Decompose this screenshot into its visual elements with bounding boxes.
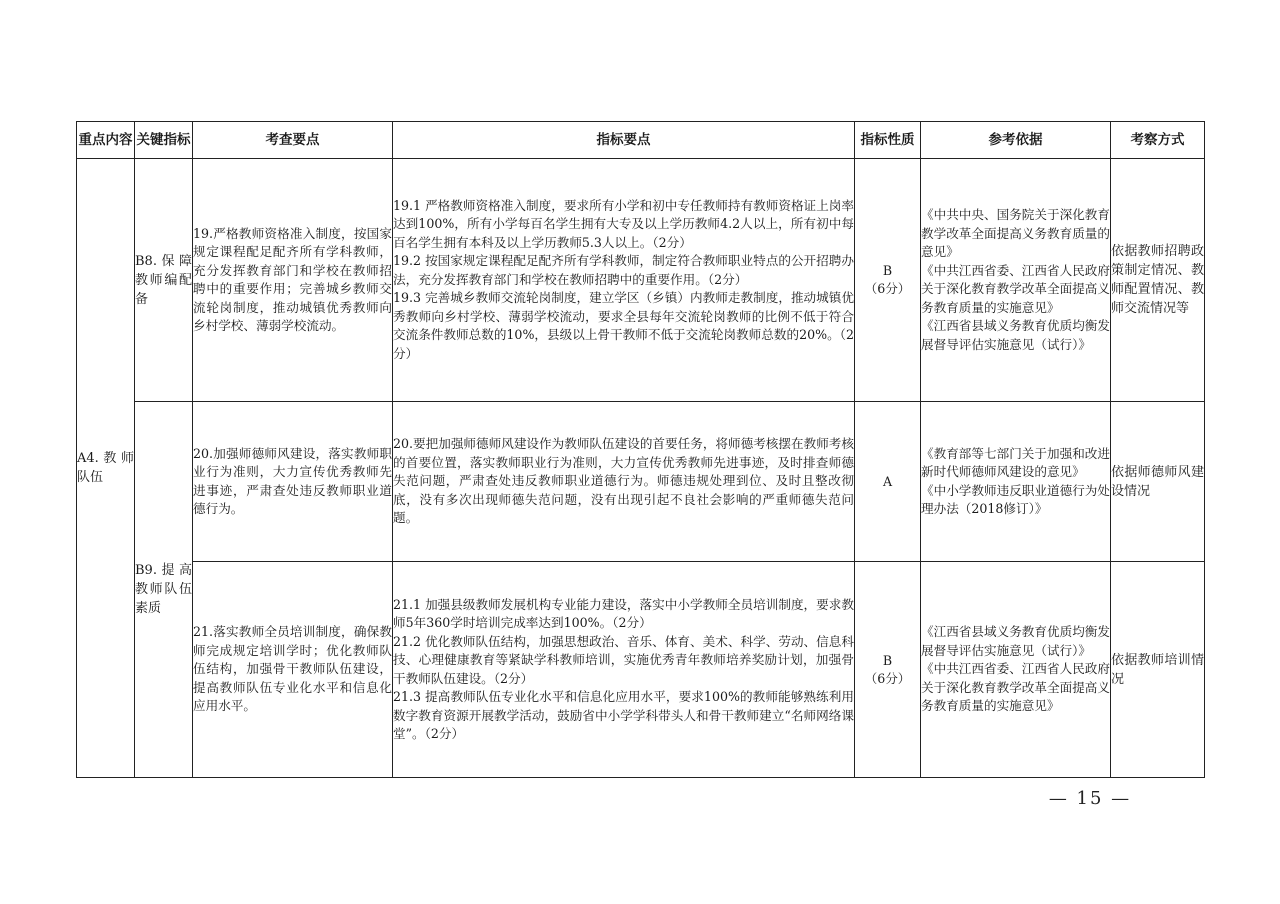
- header-major-content: 重点内容: [77, 122, 135, 159]
- basis-item: 《教育部等七部门关于加强和改进新时代师德师风建设的意见》: [921, 445, 1110, 479]
- header-indicator-points: 指标要点: [393, 122, 855, 159]
- method-cell-21: 依据教师培训情况: [1111, 562, 1205, 778]
- indicator-item: 19.3 完善城乡教师交流轮岗制度，建立学区（乡镇）内教师走教制度，推动城镇优秀教师向乡村学校、薄弱学校流动，要求全县每年交流轮岗教师的比例不低于符合交流条件教师总数的10%，县级以上骨干教师不低于交流轮岗教师总数的20%。（2分）: [393, 290, 854, 361]
- major-content-cell: A4.教师队伍: [77, 159, 135, 778]
- check-point-19: 19.严格教师资格准入制度，按国家规定课程配足配齐所有学科教师，充分发挥教育部门和学校在教师招聘中的重要作用；完善城乡教师交流轮岗制度，推动城镇优秀教师向乡村学校、薄弱学校流动。: [193, 159, 393, 402]
- header-indicator-nature: 指标性质: [855, 122, 921, 159]
- nature-grade: A: [882, 473, 893, 489]
- indicator-points-20: [393, 402, 855, 562]
- check-point-21: 21.落实教师全员培训制度，确保教师完成规定培训学时；优化教师队伍结构，加强骨干教师队伍建设，提高教师队伍专业化水平和信息化应用水平。: [193, 562, 393, 778]
- nature-score: （6分）: [864, 281, 911, 296]
- key-indicator-b9: B9.提高教师队伍素质: [135, 402, 193, 778]
- header-inspection-method: 考察方式: [1111, 122, 1205, 159]
- table-row: [77, 159, 1205, 402]
- table-row: [77, 562, 1205, 778]
- header-row: [77, 122, 1205, 159]
- basis-item: 《中共江西省委、江西省人民政府关于深化教育教学改革全面提高义务教育质量的实施意见》: [921, 262, 1110, 315]
- basis-item: 《江西省县域义务教育优质均衡发展督导评估实施意见（试行）》: [921, 318, 1110, 352]
- nature-cell-20: [855, 402, 921, 562]
- check-point-20: 20.加强师德师风建设，落实教师职业行为准则，大力宣传优秀教师先进事迹，严肃查处违反教师职业道德行为。: [193, 402, 393, 562]
- key-indicator-b8: B8.保障教师编配备: [135, 159, 193, 402]
- indicator-item: 20.要把加强师德师风建设作为教师队伍建设的首要任务，将师德考核摆在教师考核的首要位置，落实教师职业行为准则，大力宣传优秀教师先进事迹，及时排查师德失范问题，严肃查处违反教师职业道德行为。师德违规处理到位、及时且整改彻底，没有多次出现师德失范问题，没有出现引起不良社会影响的严重师德失范问题。: [393, 436, 854, 526]
- basis-item: 《中小学教师违反职业道德行为处理办法（2018修订）》: [921, 482, 1110, 516]
- indicator-item: 19.2 按国家规定课程配足配齐所有学科教师，制定符合教师职业特点的公开招聘办法，充分发挥教育部门和学校在教师招聘中的重要作用。（2分）: [393, 253, 854, 287]
- page-number: — 15 —: [1048, 788, 1132, 809]
- nature-cell-19: [855, 159, 921, 402]
- indicator-points-21: [393, 562, 855, 778]
- method-cell-19: 依据教师招聘政策制定情况、教师配置情况、教师交流情况等: [1111, 159, 1205, 402]
- basis-item: 《中共中央、国务院关于深化教育教学改革全面提高义务教育质量的意见》: [921, 207, 1110, 259]
- indicator-item: 19.1 严格教师资格准入制度，要求所有小学和初中专任教师持有教师资格证上岗率达到100%，所有小学每百名学生拥有大专及以上学历教师4.2人以上，所有初中每百名学生拥有本科及以上学历教师5.3人以上。（2分）: [393, 197, 854, 250]
- indicator-item: 21.2 优化教师队伍结构，加强思想政治、音乐、体育、美术、科学、劳动、信息科技、心理健康教育等紧缺学科教师培训，实施优秀青年教师培养奖励计划，加强骨干教师队伍建设。（2分）: [393, 633, 854, 686]
- nature-grade: B: [882, 263, 893, 278]
- basis-cell-21: [921, 562, 1111, 778]
- basis-item: 《江西省县域义务教育优质均衡发展督导评估实施意见（试行）》: [921, 624, 1110, 658]
- indicator-item: 21.1 加强县级教师发展机构专业能力建设，落实中小学教师全员培训制度，要求教师5年360学时培训完成率达到100%。（2分）: [393, 596, 854, 630]
- table-row: [77, 402, 1205, 562]
- indicator-points-19: [393, 159, 855, 402]
- indicator-item: 21.3 提高教师队伍专业化水平和信息化应用水平，要求100%的教师能够熟练利用数字教育资源开展教学活动，鼓励省中小学学科带头人和骨干教师建立“名师网络课堂”。（2分）: [393, 689, 854, 741]
- evaluation-table: [76, 121, 1205, 778]
- nature-grade: B: [882, 652, 893, 668]
- basis-item: 《中共江西省委、江西省人民政府关于深化教育教学改革全面提高义务教育质量的实施意见》: [921, 661, 1110, 714]
- method-cell-20: 依据师德师风建设情况: [1111, 402, 1205, 562]
- nature-score: （6分）: [864, 670, 911, 686]
- header-key-indicator: 关键指标: [135, 122, 193, 159]
- header-reference-basis: 参考依据: [921, 122, 1111, 159]
- basis-cell-20: [921, 402, 1111, 562]
- basis-cell-19: [921, 159, 1111, 402]
- nature-cell-21: [855, 562, 921, 778]
- header-check-points: 考查要点: [193, 122, 393, 159]
